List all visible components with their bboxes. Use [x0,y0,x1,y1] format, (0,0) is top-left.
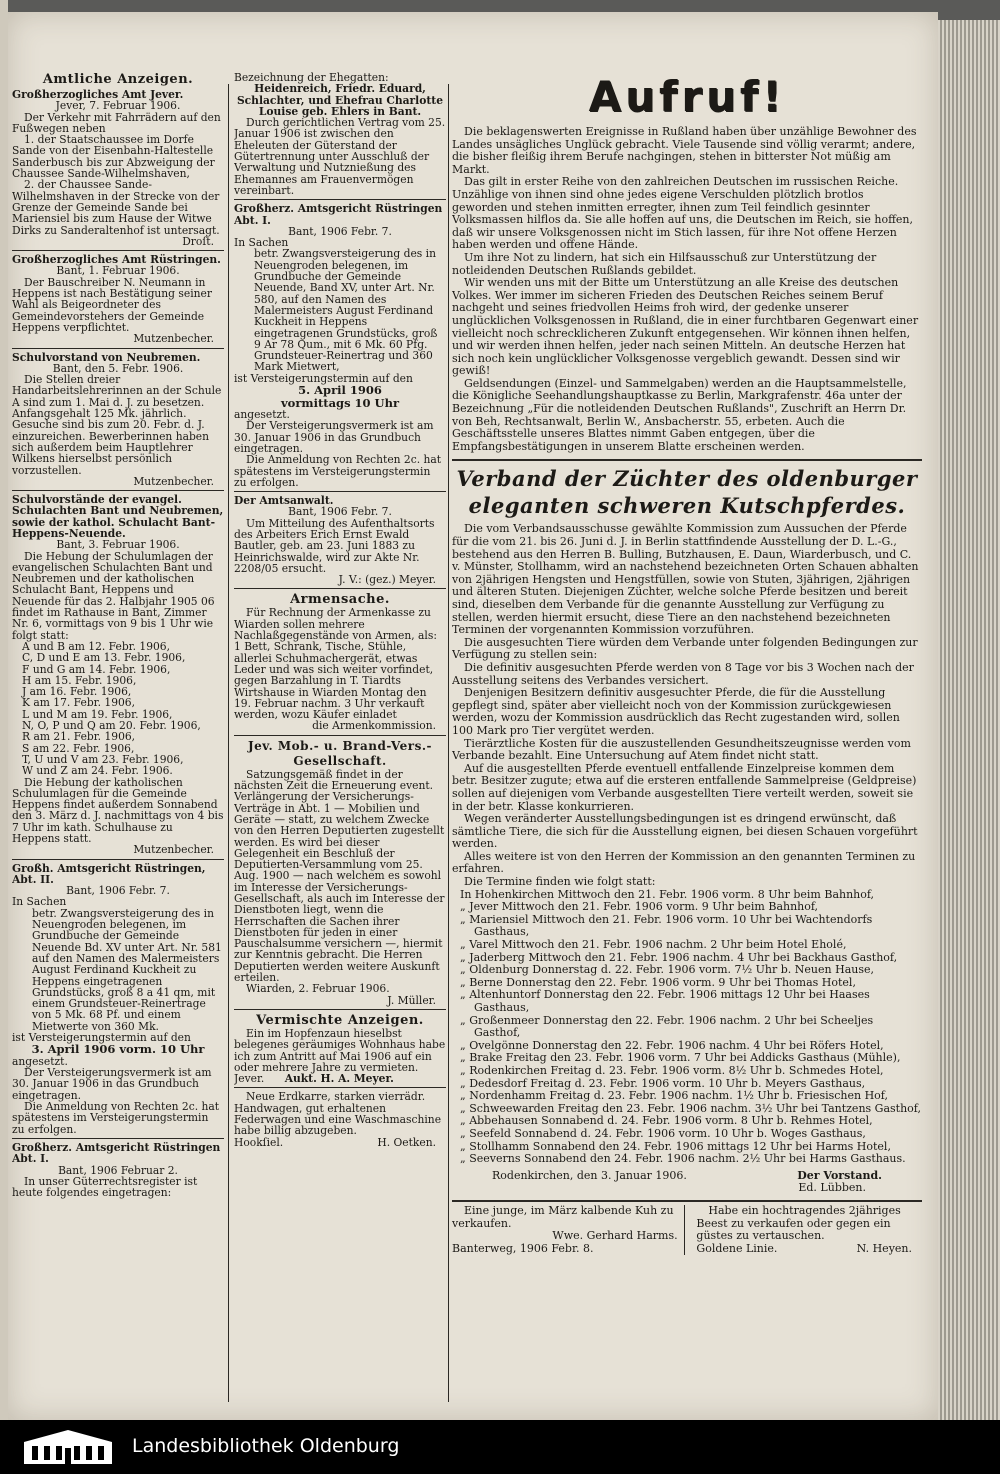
notice-issuer: Der Amtsanwalt. [234,494,334,508]
aufruf-title: Aufruf! [588,72,786,121]
notice-text: Der Versteigerungsvermerk ist am 30. Januar 1906 in das Grundbuch eingetragen. [12,1066,212,1102]
notice-signature: Mutzenbecher. [133,332,214,346]
divider [452,459,922,461]
notice-text: betr. Zwangsversteigerung des in Neuengroden belegenen, im Grundbuche der Gemeinde Neuende Bd. XV unter Art. Nr. 581 auf den Namen des Malermeisters August Ferdinand Kuckheit zu Heppens eingetragenen Grundstücks, groß 8 a 41 qm, mit einem Grundsteuer-Reinertrage von 5 Mk. 68 Pf. und einem Mietwerte von 360 Mk. [32,906,222,1033]
column-right [452,60,922,1400]
schedule-item: T, U und V am 23. Febr. 1906, [22,752,184,766]
notice-text: angesetzt. [234,408,290,422]
schedule-item: A und B am 12. Febr. 1906, [22,639,170,653]
schedule-item: N, O, P und Q am 20. Febr. 1906, [22,719,201,733]
notice-date: Bant, 1. Februar 1906. [56,264,180,278]
termin-item: „ Seeverns Sonnabend den 24. Febr. 1906 nachm. 2½ Uhr bei Harms Gasthaus. [460,1152,906,1166]
termin-item: „ Dedesdorf Freitag d. 23. Febr. 1906 vorm. 10 Uhr b. Meyers Gasthaus, [460,1076,866,1090]
notice-signature: Mutzenbecher. [133,474,214,488]
column-middle [234,72,446,1342]
verband-place-date: Rodenkirchen, den 3. Januar 1906. [492,1168,687,1182]
library-building-icon [20,1428,116,1466]
divider [234,1087,446,1088]
small-ad-signature: N. Heyen. [856,1241,912,1255]
schedule-item: F und G am 14. Febr. 1906, [22,662,171,676]
termin-item: „ Mariensiel Mittwoch den 21. Febr. 1906 vorm. 10 Uhr bei Wachtendorfs Gasthaus, [460,912,873,939]
section-heading-armensache: Armensache. [290,592,390,608]
auction-time: vormittags 10 Uhr [281,395,399,410]
divider [234,491,446,492]
schedule-item: J am 16. Febr. 1906, [22,685,132,699]
notice-text: Die Hebung der katholischen Schulumlagen für die Gemeinde Heppens findet außerdem Sonnabend den 3. März d. J. nachmittags von 4 bis 7 Uhr im kath. Schulhause zu Heppens statt. [12,775,224,845]
divider [12,1138,224,1139]
termine-list [452,889,922,1166]
notice-text: In unser Güterrechtsregister ist heute folgendes eingetragen: [12,1174,198,1200]
divider [234,588,446,589]
notice-text: Die Stellen dreier Handarbeitslehrerinnen an der Schule A sind zum 1. Mai d. J. zu besetzen. Anfangsgehalt 125 Mk. jährlich. Gesuche sind bis zum 20. Febr. d. J. einzureichen. Bewerberinnen haben sich außerdem beim Hauptlehrer Wilkens hierselbst persönlich vorzustellen. [12,373,222,477]
termin-item: „ Stollhamm Sonnabend den 24. Febr. 1906 mittags 12 Uhr bei Harms Hotel, [460,1139,891,1153]
termin-item: „ Jaderberg Mittwoch den 21. Febr. 1906 nachm. 4 Uhr bei Backhaus Gasthof, [460,950,898,964]
termin-item: „ Abbehausen Sonnabend d. 24. Febr. 1906 vorm. 8 Uhr b. Rehmes Hotel, [460,1114,873,1128]
notice-signature: H. Oetken. [377,1135,436,1149]
small-ads [452,1205,922,1255]
termin-item: „ Berne Donnerstag den 22. Febr. 1906 vorm. 9 Uhr bei Thomas Hotel, [460,975,856,989]
notice-text: Der Versteigerungsvermerk ist am 30. Januar 1906 in das Grundbuch eingetragen. [234,419,434,455]
auction-date: 3. April 1906 vorm. 10 Uhr [31,1042,205,1057]
termin-item: „ Ovelgönne Donnerstag den 22. Febr. 1906 nachm. 4 Uhr bei Röfers Hotel, [460,1038,884,1052]
aufruf-paragraph: Das gilt in erster Reihe von den zahlreichen Deutschen im russischen Reiche. Unzählige von ihnen sind ohne jedes eigene Verschulden plötzlich brotlos geworden und stehen inmitten erregter, ihnen zum Teil feindlich gesinnter Volksmassen hilflos da. Sie alle hoffen auf uns, die Deutschen im Reich, sie hoffen, daß wir unsere Volksgenossen nicht im Stich lassen, für ihre Not offene Herzen haben werden und offene Hände. [452,175,914,252]
notice-text: ist Versteigerungstermin auf den [234,371,413,385]
notice-text: Für Rechnung der Armenkasse zu Wiarden sollen mehrere Nachlaßgegenstände von Armen, als: 1 Bett, Schrank, Tische, Stühle, allerlei Schuhmachergerät, etwas Leder und was sich weiter vorfindet, gegen Barzahlung in T. Tiardts Wirtshause in Wiarden Montag den 19. Februar nachm. 3 Uhr verkauft werden, wozu Käufer einladet [234,606,437,722]
notice-date: Jever, 7. Februar 1906. [55,99,181,113]
notice-issuer: Großherzogliches Amt Rüstringen. [12,253,221,267]
small-ad-place [696,1243,922,1256]
notice-text: Heidenreich, Friedr. Eduard, Schlachter, und Ehefrau Charlotte Louise geb. Ehlers in Bant. [236,82,444,118]
notice-date: Bant, 1906 Februar 2. [58,1163,178,1177]
notice-date: Bant, den 5. Febr. 1906. [52,361,184,375]
verband-signature-name: Ed. Lübben. [798,1181,866,1195]
notice-issuer: Großherzogliches Amt Jever. [12,88,184,101]
notice-issuer: Großherz. Amtsgericht Rüstringen Abt. I. [234,202,443,227]
termin-item: „ Varel Mittwoch den 21. Febr. 1906 nachm. 2 Uhr beim Hotel Eholé, [460,938,847,952]
left-page-edge [0,0,8,1420]
notice-place-date: Wiarden, 2. Februar 1906. [246,982,390,996]
notice-place [234,1073,446,1084]
notice-place: Jever. [234,1072,265,1086]
small-ad-cow [452,1205,685,1255]
schedule-list [12,641,224,777]
schedule-item: L und M am 19. Febr. 1906, [22,707,173,721]
termin-item: „ Oldenburg Donnerstag d. 22. Febr. 1906 vorm. 7½ Uhr b. Neuen Hause, [460,963,874,977]
verband-paragraph: Die ausgesuchten Tiere würden dem Verbande unter folgenden Bedingungen zur Verfügung zu stellen sein: [452,635,918,662]
aufruf-paragraph: Wir wenden uns mit der Bitte um Unterstützung an alle Kreise des deutschen Volkes. Wer immer im sicheren Frieden des Deutschen Reiches seinem Beruf nachgeht und seines friedvollen Heims froh wird, der gedenke unserer unglücklichen Volksgenossen in Rußland, die in einer furchtbaren Gegenwart einer vielleicht noch schrecklicheren Zukunft entgegensehen. Wir können ihnen helfen, und wir werden ihnen helfen, jeder nach seinen Mitteln. An deutsche Herzen hat sich noch kein unglücklicher Volksgenosse vergeblich gewandt. Dessen sind wir gewiß! [452,276,919,378]
notice-text: ist Versteigerungstermin auf den [12,1031,191,1045]
notice-date: Bant, 1906 Febr. 7. [288,224,392,238]
aufruf-paragraph: Geldsendungen (Einzel- und Sammelgaben) werden an die Hauptsammelstelle, die Königliche Seehandlungshauptkasse zu Berlin, Markgrafenstr. 46a unter der Bezeichnung „Für die notleidenden Deutschen Rußlands", Zuschrift an Herrn Dr. von Beh, Rechtsanwalt, Berlin W., Ansbacherstr. 55, erbeten. Auch die Geschäftsstelle unseres Blattes nimmt Gaben entgegen, über die Empfangsbestätigungen in unserem Blatte erscheinen werden. [452,376,907,453]
schedule-item: C, D und E am 13. Febr. 1906, [22,651,186,665]
verband-paragraph: Denjenigen Besitzern definitiv ausgesuchter Pferde, die für die Ausstellung gepflegt sind, später aber vielleicht noch von der Kommission zurückgewiesen werden, wozu der Kommission ausdrücklich das Recht zugestanden wird, sollen 100 Mark pro Tier vergütet werden. [452,686,900,737]
notice-text: Die Hebung der Schulumlagen der evangelischen Schulachten Bant und Neubremen und der katholischen Schulacht Bant, Heppens und Neuende für das 2. Halbjahr 1905 06 findet im Rathause in Bant, Zimmer Nr. 6, vormittags von 9 bis 1 Uhr wie folgt statt: [12,549,215,642]
verband-paragraph: Die Termine finden wie folgt statt: [464,875,656,889]
divider [12,490,224,491]
termin-item: „ Seefeld Sonnabend d. 24. Febr. 1906 vorm. 10 Uhr b. Woges Gasthaus, [460,1126,866,1140]
verband-signature: Der Vorstand. [797,1168,882,1182]
notice-place [234,1137,446,1148]
verband-title [452,465,922,519]
aufruf-paragraph: Die beklagenswerten Ereignisse in Rußland haben über unzählige Bewohner des Landes unsägliches Unglück gebracht. Viele Tausende sind völlig verarmt; andere, die bisher fleißig ihrem Berufe nachgingen, stehen in bitterster Not müßig am Markt. [452,125,917,176]
notice-text: Neue Erdkarre, starken vierrädr. Handwagen, gut erhaltenen Federwagen und eine Waschmaschine habe billig abzugeben. [234,1090,442,1138]
notice-text: Die Anmeldung von Rechten 2c. hat spätestens im Versteigerungstermin zu erfolgen. [234,453,442,489]
section-heading-vermischte-anzeigen: Vermischte Anzeigen. [256,1012,424,1028]
column-left [12,72,224,1402]
termin-item: In Hohenkirchen Mittwoch den 21. Febr. 1906 vorm. 8 Uhr beim Bahnhof, [460,887,875,901]
notice-signature: die Armenkommission. [312,719,436,733]
schedule-item: W und Z am 24. Febr. 1906. [22,764,173,778]
notice-signature: Droſt. [182,234,214,248]
notice-text: Ein im Hopfenzaun hieselbst belegenes geräumiges Wohnhaus habe ich zum Antritt auf Mai 1906 auf ein oder mehrere Jahre zu vermieten. [234,1026,446,1074]
divider [12,348,224,349]
notice-signature: J. V.: (gez.) Meyer. [338,573,436,587]
notice-issuer: Großherz. Amtsgericht Rüstringen Abt. I. [12,1140,221,1166]
notice-text: Durch gerichtlichen Vertrag vom 25. Januar 1906 ist zwischen den Eheleuten der Güterstand der Gütertrennung unter Ausschluß der Verwaltung und Nutznießung des Ehemannes am Frauenvermögen vereinbart. [234,116,446,197]
notice-place: Hookſiel. [234,1135,284,1149]
notice-text: Die Anmeldung von Rechten 2c. hat spätestens im Versteigerungstermin zu erfolgen. [12,1100,220,1136]
library-name: Landesbibliothek Oldenburg [132,1435,400,1457]
termin-item: „ Altenhuntorf Donnerstag den 22. Febr. 1906 mittags 12 Uhr bei Haases Gasthaus, [460,988,870,1014]
notice-issuer: Schulvorstände der evangel. Schulachten Bant und Neubremen, sowie der kathol. Schulacht Bant-Heppens-Neuende. [12,493,224,540]
verband-paragraph: Wegen veränderter Ausstellungsbedingungen ist es dringend erwünscht, daß sämtliche Tiere, die sich für die Ausstellung eignen, bei diesen Schauen vorgeführt werden. [452,812,918,851]
notice-signature: Aukt. H. A. Meyer. [284,1072,394,1086]
notice-date: Bant, 1906 Febr. 7. [66,884,170,898]
notice-text: angesetzt. [12,1054,68,1068]
notice-text: In Sachen [234,236,289,250]
verband-title-line: Verband der Züchter des oldenburger [456,466,918,492]
notice-signature: Mutzenbecher. [133,843,214,857]
schedule-item: K am 17. Febr. 1906, [22,696,135,710]
small-ad-beest [696,1205,922,1255]
notice-issuer: Schulvorstand von Neubremen. [12,350,201,364]
divider [12,250,224,251]
termin-item: „ Schweewarden Freitag den 23. Febr. 1906 nachm. 3½ Uhr bei Tantzens Gasthof, [460,1101,921,1115]
verband-paragraph: Auf die ausgestellten Pferde eventuell entfallende Einzelpreise kommen dem betr. Besitzer zugute; etwa auf die ersteren entfallende Sammelpreise (Geldpreise) sollen auf diejenigen vom Verbande ausgestellten Tiere verteilt werden, soweit sie in der betr. Klasse konkurrieren. [452,761,917,813]
library-footer [0,1420,1000,1474]
schedule-item: H am 15. Febr. 1906, [22,673,137,687]
termin-item: „ Jever Mittwoch den 21. Febr. 1906 vorm. 9 Uhr beim Bahnhof, [460,900,819,914]
column-rule [448,84,449,1402]
notice-text: In Sachen [12,895,67,909]
divider [234,199,446,200]
auction-date: 5. April 1906 [298,383,382,398]
termin-item: „ Nordenhamm Freitag d. 23. Febr. 1906 nachm. 1½ Uhr b. Friesischen Hof, [460,1089,888,1103]
small-ad-text: Habe ein hochtragendes 2jähriges Beest zu verkaufen oder gegen ein güstes zu vertauschen. [696,1203,901,1243]
notice-date: Bant, 3. Februar 1906. [56,538,180,552]
verband-paragraph: Tierärztliche Kosten für die auszustellenden Gesundheitszeugnisse werden vom Verbande bezahlt. Eine Untersuchung auf Atem findet nicht statt. [452,736,911,763]
small-ad-place: Goldene Linie. [696,1241,778,1255]
termin-item: „ Brake Freitag den 23. Febr. 1906 vorm. 7 Uhr bei Addicks Gasthaus (Mühle), [460,1051,901,1065]
aufruf-paragraph: Um ihre Not zu lindern, hat sich ein Hilfsausschuß zur Unterstützung der notleidenden Deutschen Rußlands gebildet. [452,250,877,277]
schedule-item: S am 22. Febr. 1906, [22,741,135,755]
verband-paragraph: Die vom Verbandsausschusse gewählte Kommission zum Aussuchen der Pferde für die vom 21. bis 26. Juni d. J. in Berlin stattfindende Ausstellung der D. L.-G., bestehend aus den Herren B. Bulling, Butzhausen, E. Daun, Wiarderbusch, und C. v. Münster, Stollhamm, wird an nachstehend bezeichneten Orten Schauen abhalten von 2jährigen Hengsten und Hengstfüllen, sowie von Stuten, 3jährigen, 2jährigen und älteren Stuten. Diejenigen Züchter, welche solche Pferde besitzen und bereit sind, dieselben dem Verbande für die genannte Ausstellung zur Verfügung zu stellen, werden hiermit ersucht, diese Tiere an den nachstehend bezeichneten Terminen der vorgenannten Kommission vorzuführen. [452,522,919,637]
book-page-edges [938,20,1000,1420]
verband-title-line: eleganten schweren Kutschpferdes. [468,493,906,519]
divider [234,1009,446,1010]
divider [234,735,446,736]
notice-text: Der Bauschreiber N. Neumann in Heppens ist nach Bestätigung seiner Wahl als Beigeordneter des Gemeindevorstehers der Gemeinde Heppens verpflichtet. [12,275,212,334]
notice-signature: J. Müller. [387,993,436,1007]
small-ad-text: Eine junge, im März kalbende Kuh zu verkaufen. [452,1203,674,1230]
termin-item: „ Rodenkirchen Freitag d. 23. Febr. 1906 vorm. 8½ Uhr b. Schmedes Hotel, [460,1063,884,1077]
verband-paragraph: Alles weitere ist von den Herren der Kommission an den genannten Terminen zu erfahren. [452,849,916,876]
notice-issuer: Großh. Amtsgericht Rüstringen, Abt. II. [12,861,206,886]
small-ad-signature: Wwe. Gerhard Harms. [552,1229,678,1243]
schedule-item: R am 21. Febr. 1906, [22,730,136,744]
termin-item: „ Großenmeer Donnerstag den 22. Febr. 1906 nachm. 2 Uhr bei Scheeljes Gasthof, [460,1013,874,1040]
divider [12,859,224,860]
verband-paragraph: Die definitiv ausgesuchten Pferde werden von 8 Tage vor bis 3 Wochen nach der Ausstellung seitens des Verbandes versichert. [452,660,914,687]
notice-date: Bant, 1906 Febr. 7. [288,505,392,519]
notice-text: Bezeichnung der Ehegatten: [234,72,389,84]
small-ad-place: Banterweg, 1906 Febr. 8. [452,1241,594,1255]
notice-text: Um Mitteilung des Aufenthaltsorts des Arbeiters Erich Ernst Ewald Bautler, geb. am 23. Juni 1883 zu Heinrichswalde, wird zur Akte Nr. 2208/05 ersucht. [234,516,435,575]
notice-text: 1. der Staatschaussee im Dorfe Sande von der Eisenbahn-Haltestelle Sanderbusch bis zur Abzweigung der Chaussee Sande-Wilhelmshaven, [12,133,215,181]
section-heading-amtliche-anzeigen: Amtliche Anzeigen. [42,72,194,87]
section-heading-insurance: Jev. Mob.- u. Brand-Vers.-Gesellschaft. [247,738,433,768]
notice-text: Der Verkehr mit Fahrrädern auf den Fußwegen neben [12,110,221,135]
divider [452,1200,922,1202]
notice-text: Satzungsgemäß findet in der nächsten Zeit die Erneuerung event. Verlängerung der Versicherungs-Verträge in Abt. 1 — Mobilien und Geräte — statt, zu welchem Zwecke von den Herren Deputierten zugestellt werden. Es wird bei dieser Gelegenheit ein Beschluß der Deputierten-Versammlung vom 25. Aug. 1900 — nach welchem es sowohl im Interesse der Versicherungs-Gesellschaft, als auch im Interesse der Dienstboten liegt, wenn die Herrschaften die Sachen ihrer Dienstboten für jeden in einer Pauschalsumme versichern —, hiermit zur Kenntnis gebracht. Die Herren Deputierten werden weitere Auskunft erteilen. [234,767,445,985]
notice-text: 2. der Chaussee Sande-Wilhelmshaven in der Strecke von der Grenze der Gemeinde Sande bei Mariensiel bis zum Hause der Witwe Dirks zu Sanderaltenhof ist untersagt. [12,178,220,237]
column-rule [228,84,229,1402]
notice-text: betr. Zwangsversteigerung des in Neuengroden belegenen, im Grundbuche der Gemeinde Neuende, Band XV, unter Art. Nr. 580, auf den Namen des Malermeisters August Ferdinand Kuckheit in Heppens eingetragenen Grundstücks, groß 9 Ar 78 Qum., mit 6 Mk. 60 Pfg. Grundsteuer-Reinertrag und 360 Mark Mietwert, [254,247,438,374]
